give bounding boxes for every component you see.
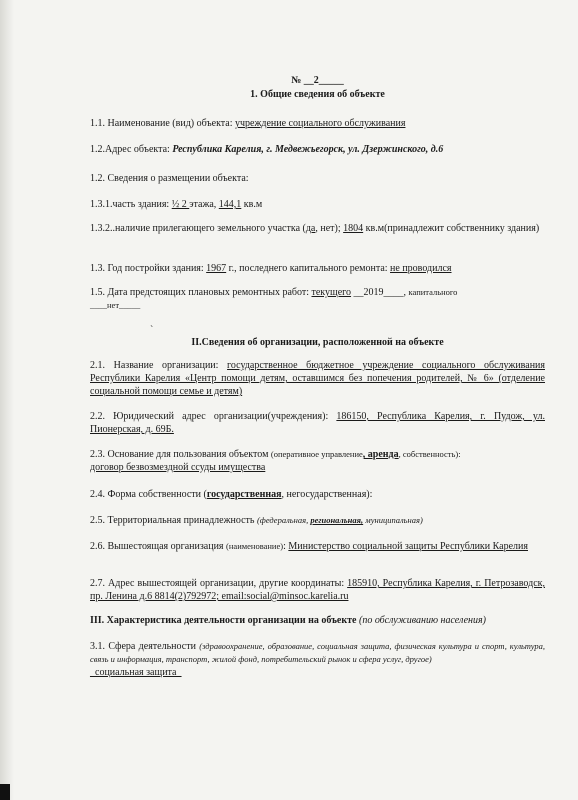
territ-b: муниципальная) [363,515,423,525]
item-1-5 [90,286,545,312]
org-value: государственное бюджетное учреждение социального обслуживания Республики Карелия «Центр помощи детям, оставшимся без попечения родителей, № 6» (отделение социальной помощи семье и детям) [90,360,545,397]
superior-addr-label: 2.7. Адрес вышестоящей организации, другие координаты: [90,578,348,589]
superior-addr-value: 185910, Республика Карелия, г. Петрозаводск, пр. Ленина д.6 8814(2)792972; email:social@minsoc.karelia.ru [90,578,545,602]
superior-colon: : [283,541,289,552]
territ-value: региональная, [310,515,364,525]
ownership-value: государственная [206,489,282,500]
land-b: , нет); [315,223,344,234]
basis-opts-a: (оперативное управление [270,449,363,459]
address-value: Республика Карелия, г. Медвежьегорск, ул. Дзержинского, д.6 [172,144,444,155]
basis-rent: , аренда [362,449,399,460]
repair-c: капитального [408,287,458,297]
part-unit: кв.м [241,199,263,210]
item-1-3-year [90,262,545,275]
item-2-5 [90,514,545,527]
scan-corner-mark [0,784,10,800]
item-3-1 [90,640,545,679]
year-label: 1.3. Год постройки здания: [90,263,207,274]
repair-a: 1.5. Дата предстоящих плановых ремонтных работ: [90,287,312,298]
superior-hint: (наименование) [226,541,284,551]
item-2-2 [90,410,545,436]
item-2-7 [90,577,545,603]
basis-opts-b: , собственность): [398,449,461,459]
land-c: кв.м(принадлежит собственнику здания) [363,223,540,234]
item-1-3-2 [90,222,545,235]
sphere-label: 3.1. Сфера деятельности [90,641,200,652]
name-label: 1.1. Наименование (вид) объекта: [90,118,236,129]
part-label: 1.3.1.часть здания: [90,199,172,210]
address-label: 1.2.Адрес объекта: [90,144,173,155]
legal-value: 186150, Республика Карелия, г. Пудож, ул. Пионерская, д. 69Б. [90,411,545,435]
section1-title: 1. Общие сведения об объекте [250,89,385,100]
document-number: № __2_____ [291,75,344,86]
repair-d: ____нет_____ [90,300,141,310]
territ-label: 2.5. Территориальная принадлежность [90,515,257,526]
superior-value: Министерство социальной защиты Республики Карелия [288,541,528,552]
legal-label: 2.2. Юридический адрес организации(учреждения): [90,411,337,422]
placement-heading: 1.2. Сведения о размещении объекта: [90,173,249,184]
section2-title: II.Сведения об организации, расположенной на объекте [191,337,444,348]
section3-title: III. Характеристика деятельности организации на объекте [90,615,359,626]
part-floors: ½ 2 [171,199,190,210]
item-1-2 [90,143,545,156]
territ-a: (федеральная, [256,515,311,525]
land-yes: да [305,223,316,234]
part-area: 144,1 [218,199,242,210]
section3-hint: (по обслуживанию населения) [358,615,486,626]
year-repair: не проводился [390,263,452,274]
basis-label: 2.3. Основание для пользования объектом [90,449,271,460]
name-value: учреждение социального обслуживания [235,118,406,129]
item-2-1 [90,359,545,398]
org-label: 2.1. Название организации: [90,360,228,371]
item-2-4 [90,488,545,501]
land-area: 1804 [343,223,364,234]
ownership-b: , негосударственная): [281,489,373,500]
year-value: 1967 [206,263,227,274]
repair-b: __2019____, [351,287,409,298]
part-mid: этажа, [189,199,219,210]
section3-title-line [90,614,545,627]
repair-current: текущего [311,287,352,298]
year-mid: г., последнего капитального ремонта: [226,263,391,274]
item-2-6 [90,540,545,553]
sphere-hint: (здравоохранение, образование, социальная защита, физическая культура и спорт, культура, связь и информация, транспорт, жилой фонд, потребительский рынок и сфера услуг, другое) [90,641,545,664]
item-1-1 [90,117,545,130]
item-1-3-1 [90,198,545,211]
superior-label: 2.6. Вышестоящая организация [90,541,227,552]
sphere-value: _социальная защита_ [90,667,182,678]
scan-edge-shadow [0,0,14,800]
ownership-a: 2.4. Форма собственности ( [90,489,207,500]
scan-tick-mark: ` [150,325,154,336]
land-a: 1.3.2..наличие прилегающего земельного участка ( [90,223,306,234]
item-2-3 [90,448,545,474]
basis-value: договор безвозмездной ссуды имущества [90,462,266,473]
